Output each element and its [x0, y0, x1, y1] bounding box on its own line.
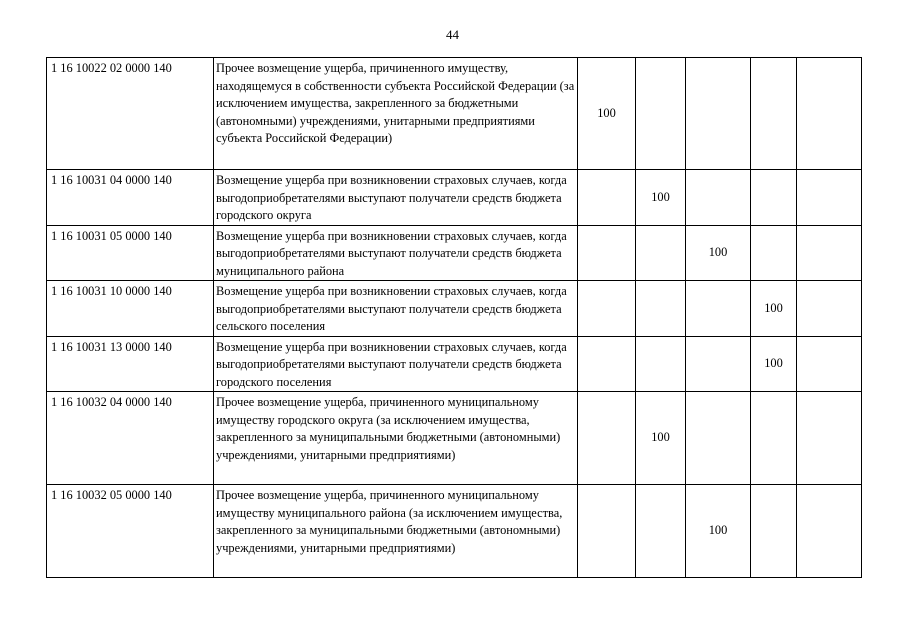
income-description-cell: Возмещение ущерба при возникновении страховых случаев, когда выгодоприобретателями выступают получатели средств бюджета сельского поселения	[214, 281, 578, 337]
table-row	[47, 225, 862, 281]
value-cell-col5	[797, 170, 862, 226]
value-cell-col2	[636, 58, 686, 170]
value-cell-col3	[686, 281, 751, 337]
value-cell-col4: 100	[751, 281, 797, 337]
value-cell-col4	[751, 170, 797, 226]
value-cell-col1	[578, 336, 636, 392]
value-cell-col3	[686, 58, 751, 170]
income-description-cell: Прочее возмещение ущерба, причиненного муниципальному имуществу городского округа (за исключением имущества, закрепленного за муниципальными бюджетными (автономными) учреждениями, унитарными предприятиями)	[214, 392, 578, 485]
income-code-cell: 1 16 10031 10 0000 140	[47, 281, 214, 337]
value-cell-col3	[686, 170, 751, 226]
income-description-cell: Возмещение ущерба при возникновении страховых случаев, когда выгодоприобретателями выступают получатели средств бюджета городского округа	[214, 170, 578, 226]
table-row	[47, 485, 862, 578]
value-cell-col2	[636, 485, 686, 578]
income-code-cell: 1 16 10022 02 0000 140	[47, 58, 214, 170]
value-cell-col1	[578, 392, 636, 485]
value-cell-col5	[797, 485, 862, 578]
table-row	[47, 58, 862, 170]
value-cell-col4	[751, 392, 797, 485]
value-cell-col2	[636, 336, 686, 392]
value-cell-col4	[751, 58, 797, 170]
value-cell-col3: 100	[686, 225, 751, 281]
table-row	[47, 281, 862, 337]
value-cell-col5	[797, 225, 862, 281]
income-code-cell: 1 16 10031 04 0000 140	[47, 170, 214, 226]
income-code-cell: 1 16 10031 13 0000 140	[47, 336, 214, 392]
value-cell-col1: 100	[578, 58, 636, 170]
value-cell-col4	[751, 225, 797, 281]
value-cell-col5	[797, 58, 862, 170]
income-code-cell: 1 16 10032 04 0000 140	[47, 392, 214, 485]
value-cell-col3: 100	[686, 485, 751, 578]
table-row	[47, 392, 862, 485]
value-cell-col4	[751, 485, 797, 578]
value-cell-col5	[797, 392, 862, 485]
income-code-cell: 1 16 10031 05 0000 140	[47, 225, 214, 281]
income-description-cell: Возмещение ущерба при возникновении страховых случаев, когда выгодоприобретателями выступают получатели средств бюджета муниципального района	[214, 225, 578, 281]
income-description-cell: Возмещение ущерба при возникновении страховых случаев, когда выгодоприобретателями выступают получатели средств бюджета городского поселения	[214, 336, 578, 392]
income-code-cell: 1 16 10032 05 0000 140	[47, 485, 214, 578]
table-row	[47, 170, 862, 226]
value-cell-col5	[797, 281, 862, 337]
value-cell-col3	[686, 392, 751, 485]
value-cell-col5	[797, 336, 862, 392]
value-cell-col2: 100	[636, 170, 686, 226]
table-row	[47, 336, 862, 392]
income-description-cell: Прочее возмещение ущерба, причиненного муниципальному имуществу муниципального района (за исключением имущества, закрепленного за муниципальными бюджетными (автономными) учреждениями, унитарными предприятиями)	[214, 485, 578, 578]
page-number: 44	[446, 27, 459, 42]
value-cell-col1	[578, 281, 636, 337]
value-cell-col2	[636, 281, 686, 337]
income-description-cell: Прочее возмещение ущерба, причиненного имуществу, находящемуся в собственности субъекта Российской Федерации (за исключением имущества, закрепленного за бюджетными (автономными) учреждениями, унитарными предприятиями субъекта Российской Федерации)	[214, 58, 578, 170]
value-cell-col3	[686, 336, 751, 392]
value-cell-col4: 100	[751, 336, 797, 392]
budget-table	[46, 57, 862, 578]
value-cell-col1	[578, 485, 636, 578]
value-cell-col1	[578, 225, 636, 281]
value-cell-col2	[636, 225, 686, 281]
value-cell-col1	[578, 170, 636, 226]
value-cell-col2: 100	[636, 392, 686, 485]
